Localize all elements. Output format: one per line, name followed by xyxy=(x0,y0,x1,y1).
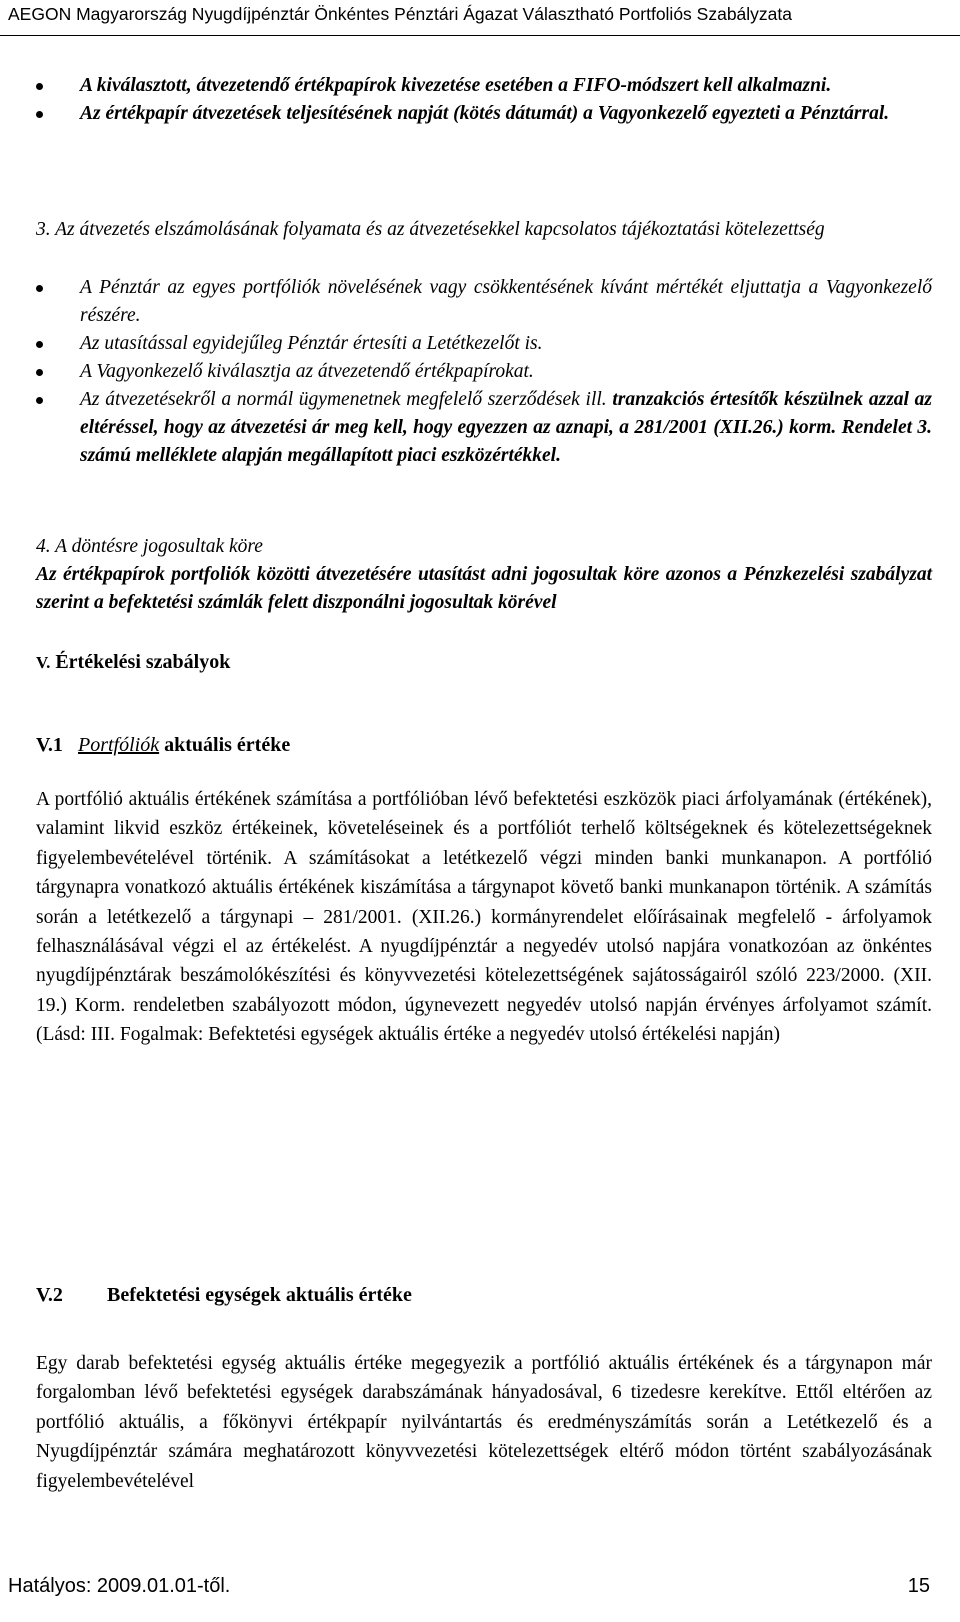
list-item-text: Az értékpapír átvezetések teljesítésének napját (kötés dátumát) a Vagyonkezelő egyezteti a Pénztárral. xyxy=(80,103,890,124)
section-v1-text: A portfólió aktuális értékének számítása a portfólióban lévő befektetési eszközök piaci árfolyamának (értékének), valamint likvid eszköz értékeinek, követeléseinek és a portfóliót terhelő költségeknek és kötelezettségeknek figyelembevételével történik. A számításokat a letétkezelő végzi minden banki munkanapon. A portfólió tárgynapra vonatkozó aktuális értékének kiszámítása a tárgynapot követő banki munkanapon történik. A számítás során a letétkezelő a tárgynapi – 281/2001. (XII.26.) kormányrendelet előírásainak megfelelő - árfolyamok felhasználásával végzi el az értékelést. A nyugdíjpénztár a negyedév utolsó napjára vonatkozóan az önkéntes nyugdíjpénztárak beszámolókészítési és könyvvezetési kötelezettségének sajátosságairól szóló 223/2000. (XII. 19.) Korm. rendeletben szabályozott módon, úgynevezett negyedév utolsó napján érvényes árfolyamot számít. (Lásd: III. Fogalmak: Befektetési egységek aktuális értéke a negyedév utolsó értékelési napján) xyxy=(36,789,932,1046)
bullet-icon xyxy=(36,83,43,90)
list-item xyxy=(36,330,932,358)
section-v1-number: V.1 xyxy=(36,734,63,756)
section-4 xyxy=(36,533,932,617)
list-item xyxy=(36,274,932,330)
list-item-text: A kiválasztott, átvezetendő értékpapírok kivezetése esetében a FIFO-módszert kell alkalmazni. xyxy=(80,75,832,96)
section-4-title: 4. A döntésre jogosultak köre xyxy=(36,536,263,557)
bullet-icon xyxy=(36,341,43,348)
list-item-text-bold: tranzakciós értesítők készülnek azzal az eltéréssel, hogy az átvezetési ár meg kell, hogy egyezzen az aznapi, a 281/2001 (XII.26.) korm. Rendelet 3. számú melléklete alapján megállapított piaci eszközértékkel. xyxy=(80,389,932,466)
section-v1-heading xyxy=(36,731,932,759)
section-v1-title-italic: Portfóliók xyxy=(78,734,160,756)
list-item-text: A Pénztár az egyes portfóliók növelésének vagy csökkentésének kívánt mértékét eljuttatja a Vagyonkezelő részére. xyxy=(80,277,932,326)
bullet-list-fifo xyxy=(36,72,932,128)
section-v2-number: V.2 xyxy=(36,1284,63,1306)
footer-effective-date: Hatályos: 2009.01.01-től. xyxy=(8,1575,231,1597)
section-v2-title: Befektetési egységek aktuális értéke xyxy=(107,1284,412,1306)
section-v-number: V. xyxy=(36,653,51,672)
bullet-icon xyxy=(36,397,43,404)
bullet-icon xyxy=(36,285,43,292)
section-v2-heading xyxy=(36,1281,932,1309)
list-item xyxy=(36,100,932,128)
section-3-title-text: 3. Az átvezetés elszámolásának folyamata és az átvezetésekkel kapcsolatos tájékoztatási kötelezettség xyxy=(36,219,825,240)
bullet-icon xyxy=(36,111,43,118)
page-footer xyxy=(8,1575,930,1607)
list-item xyxy=(36,358,932,386)
list-item xyxy=(36,72,932,100)
page-number: 15 xyxy=(907,1575,930,1597)
list-item-text: Az átvezetésekről a normál ügymenetnek megfelelő szerződések ill. xyxy=(80,389,607,410)
list-item xyxy=(36,386,932,470)
bullet-icon xyxy=(36,369,43,376)
section-v-heading xyxy=(36,648,932,677)
bullet-list-section-3 xyxy=(36,274,932,470)
section-3-title xyxy=(36,216,960,244)
list-item-text: Az utasítással egyidejűleg Pénztár értesíti a Letétkezelőt is. xyxy=(80,333,543,354)
document-header xyxy=(0,0,960,36)
section-v2-text: Egy darab befektetési egység aktuális értéke megegyezik a portfólió aktuális értékének és a tárgynapon már forgalomban lévő befektetési egységek darabszámának hányadosával, 6 tizedesre kerekítve. Ettől eltérően az portfólió aktuális, a főkönyvi értékpapír nyilvántartás és eredményszámítás során a Letétkezelő és a Nyugdíjpénztár számára meghatározott könyvvezetési kötelezettségek eltérő módon történt szabályozásának figyelembevételével xyxy=(36,1353,932,1492)
section-v1-title-rest: aktuális értéke xyxy=(159,734,291,756)
section-v-title: Értékelési szabályok xyxy=(50,651,231,673)
section-4-text: Az értékpapírok portfoliók közötti átvezetésére utasítást adni jogosultak köre azonos a Pénzkezelési szabályzat szerint a befektetési számlák felett diszponálni jogosultak körével xyxy=(36,564,932,613)
list-item-text: A Vagyonkezelő kiválasztja az átvezetendő értékpapírokat. xyxy=(80,361,534,382)
header-title: AEGON Magyarország Nyugdíjpénztár Önkéntes Pénztári Ágazat Választható Portfoliós Szabályzata xyxy=(8,4,793,24)
